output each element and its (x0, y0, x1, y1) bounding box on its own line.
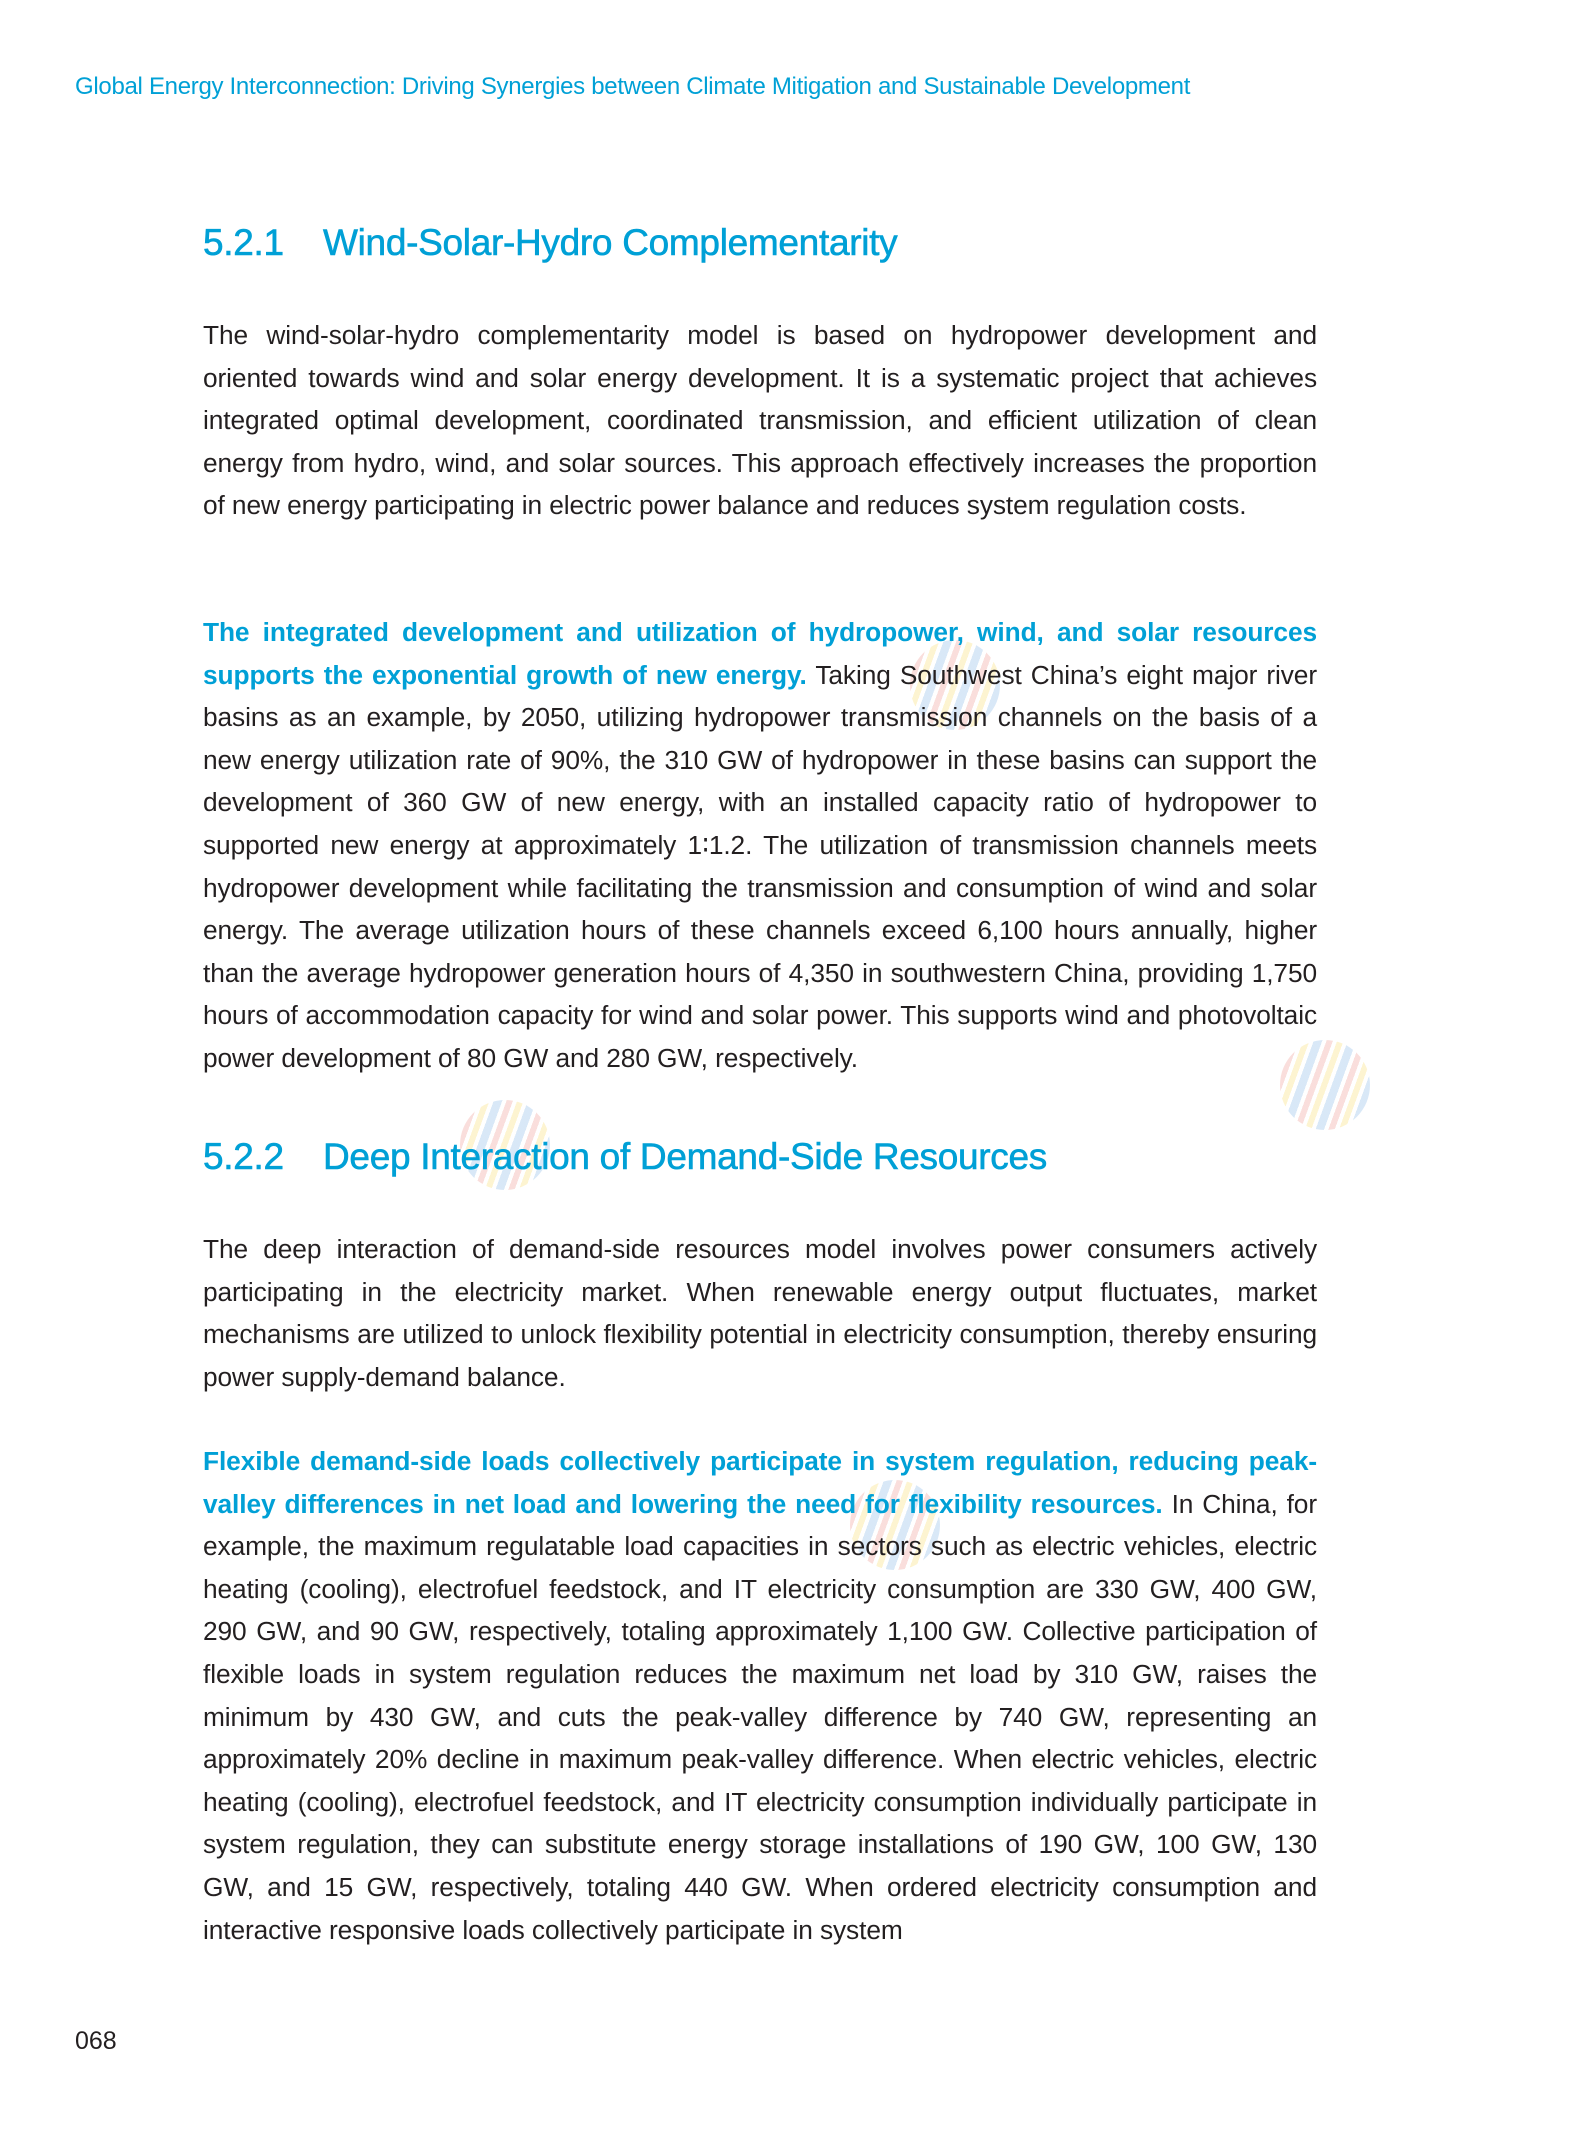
section-number: 5.2.1 (203, 222, 284, 263)
paragraph-lead: The integrated development and utilization of hydropower, wind, and solar resources supports the exponential growth of new energy. (203, 617, 1317, 690)
section-heading-5-2-1 (203, 222, 897, 264)
section-title: Wind-Solar-Hydro Complementarity (323, 222, 898, 263)
paragraph-text: Taking Southwest China’s eight major river basins as an example, by 2050, utilizing hydropower transmission channels on the basis of a new energy utilization rate of 90%, the 310 GW of hydropower in these basins can support the development of 360 GW of new energy, with an installed capacity ratio of hydropower to supported new energy at approximately 1∶1.2. The utilization of transmission channels meets hydropower development while facilitating the transmission and consumption of wind and solar energy. The average utilization hours of these channels exceed 6,100 hours annually, higher than the average hydropower generation hours of 4,350 in southwestern China, providing 1,750 hours of accommodation capacity for wind and solar power. This supports wind and photovoltaic power development of 80 GW and 280 GW, respectively. (203, 659, 1317, 1073)
page-number: 068 (75, 2027, 117, 2055)
paragraph-text: The deep interaction of demand-side resources model involves power consumers actively participating in the electricity market. When renewable energy output fluctuates, market mechanisms are utilized to unlock flexibility potential in electricity consumption, thereby ensuring power supply-demand balance. (203, 1234, 1317, 1392)
paragraph (203, 1228, 1317, 1398)
section-number: 5.2.2 (203, 1136, 284, 1177)
paragraph-lead: Flexible demand-side loads collectively participate in system regulation, reducing peak-valley differences in net load and lowering the need for flexibility resources. (203, 1446, 1317, 1519)
paragraph (203, 314, 1317, 527)
paragraph (203, 611, 1317, 1080)
paragraph (203, 1440, 1317, 1951)
section-heading-5-2-2 (203, 1136, 1047, 1178)
running-head: Global Energy Interconnection: Driving Synergies between Climate Mitigation and Sustainable Development (75, 73, 1191, 100)
section-title: Deep Interaction of Demand-Side Resources (323, 1136, 1047, 1177)
paragraph-text: The wind-solar-hydro complementarity model is based on hydropower development and oriented towards wind and solar energy development. It is a systematic project that achieves integrated optimal development, coordinated transmission, and efficient utilization of clean energy from hydro, wind, and solar sources. This approach effectively increases the proportion of new energy participating in electric power balance and reduces system regulation costs. (203, 320, 1317, 521)
paragraph-text: In China, for example, the maximum regulatable load capacities in sectors such as electric vehicles, electric heating (cooling), electrofuel feedstock, and IT electricity consumption are 330 GW, 400 GW, 290 GW, and 90 GW, respectively, totaling approximately 1,100 GW. Collective participation of flexible loads in system regulation reduces the maximum net load by 310 GW, raises the minimum by 430 GW, and cuts the peak-valley difference by 740 GW, representing an approximately 20% decline in maximum peak-valley difference. When electric vehicles, electric heating (cooling), electrofuel feedstock, and IT electricity consumption individually participate in system regulation, they can substitute energy storage installations of 190 GW, 100 GW, 130 GW, and 15 GW, respectively, totaling 440 GW. When ordered electricity consumption and interactive responsive loads collectively participate in system (203, 1488, 1317, 1945)
